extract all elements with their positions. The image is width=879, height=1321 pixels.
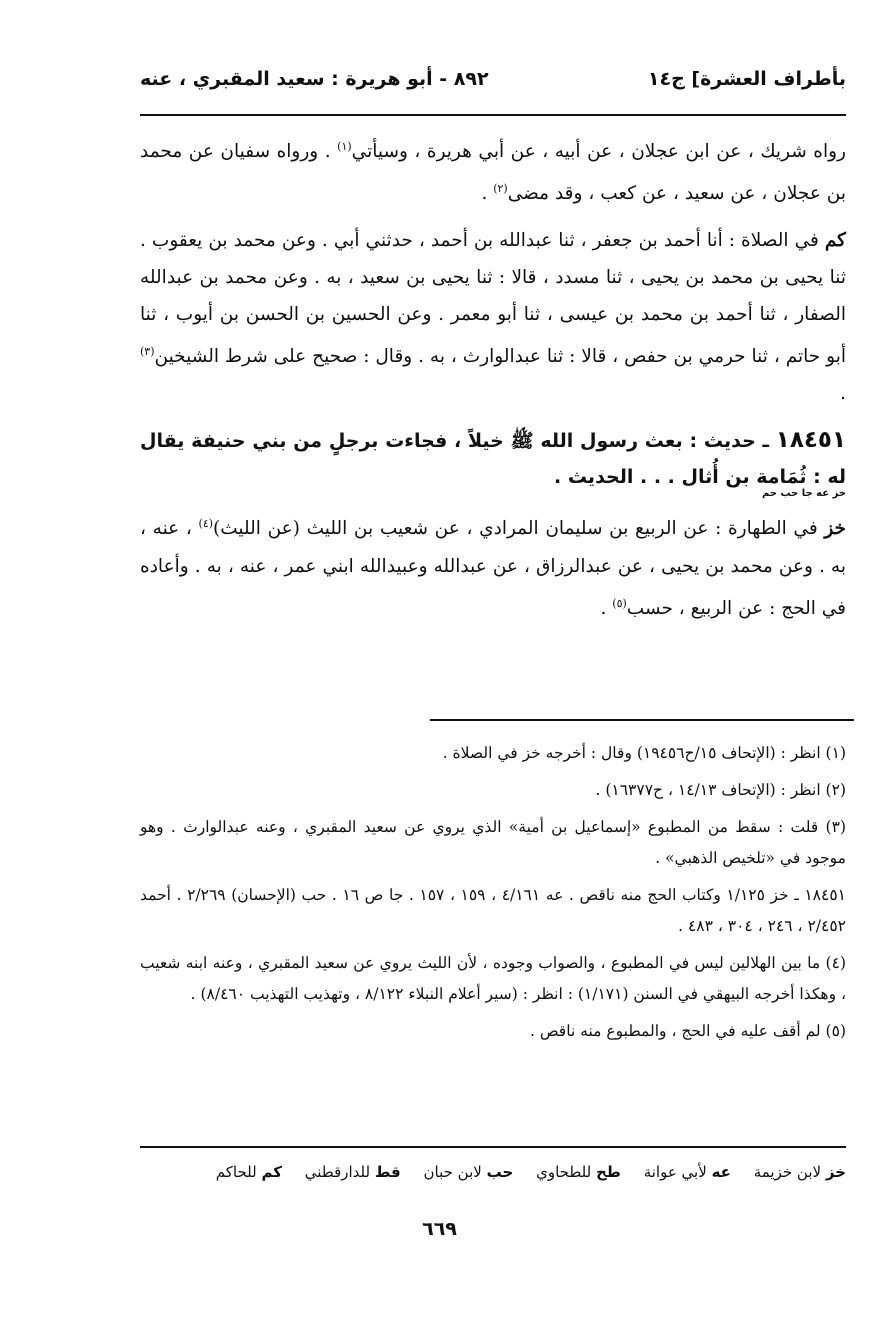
paragraph-3	[140, 505, 846, 626]
legend-item	[754, 1163, 846, 1181]
source-abbr-khz: خز	[824, 518, 846, 540]
header-rule	[140, 114, 846, 116]
paragraph-3-end: .	[600, 597, 613, 619]
hadith-entry	[140, 422, 846, 499]
footnote-5: (٥) لم أقف عليه في الحج ، والمطبوع منه ناقص .	[529, 1022, 846, 1040]
hadith-text: ـ حديث : بعث رسول الله ﷺ خيلاً ، فجاءت برجلٍ من بني حنيفة يقال له : ثُمَامة بن أُثال . . . الحديث .	[140, 430, 846, 489]
footnote-1: (١) انظر : (الإتحاف ١٥/ح١٩٤٥٦) وقال : أخرجه خز في الصلاة .	[442, 744, 846, 762]
legend-item	[305, 1163, 401, 1181]
legend-name: للحاكم	[215, 1163, 257, 1181]
paragraph-1-text: رواه شريك ، عن ابن عجلان ، عن أبيه ، عن أبي هريرة ، وسيأتي	[351, 141, 846, 163]
paragraph-3-text: في الطهارة : عن الربيع بن سليمان المرادي ، عن شعيب بن الليث (عن الليث)	[213, 518, 825, 540]
legend-abbr: عه	[711, 1163, 731, 1181]
legend-name: لابن خزيمة	[753, 1163, 822, 1181]
abbreviation-legend	[140, 1163, 846, 1181]
footnote-ref-2: (٢)	[493, 182, 508, 196]
footnote-ref-3: (٣)	[140, 345, 155, 359]
legend-name: لأبي عوانة	[643, 1163, 707, 1181]
footnote-ref-4: (٤)	[198, 517, 214, 531]
paragraph-2	[140, 222, 846, 412]
header-book-title: بأطراف العشرة] ج١٤	[647, 68, 846, 90]
footnote-ref-5: (٥)	[612, 596, 627, 610]
legend-abbr: قط	[374, 1163, 401, 1181]
legend-name: لابن حبان	[423, 1163, 482, 1181]
legend-abbr: طح	[595, 1163, 621, 1181]
footnote-3: (٣) قلت : سقط من المطبوع «إسماعيل بن أمية» الذي يروي عن سعيد المقبري ، وعنه عبدالوارث . وهو موجود في «تلخيص الذهبي» .	[140, 818, 846, 867]
paragraph-2-text: في الصلاة : أنا أحمد بن جعفر ، ثنا عبدالله بن أحمد ، حدثني أبي . وعن محمد بن يعقوب . ثنا يحيى بن محمد بن يحيى ، ثنا مسدد ، قالا : ثنا يحيى بن سعيد ، به . وعن محمد بن عبدالله الصفار ، ثنا أحمد بن محمد بن عيسى ، ثنا أبو معمر . وعن الحسين بن الحسن بن أيوب ، ثنا أبو حاتم ، ثنا حرمي بن حفص ، قالا : ثنا عبدالوارث ، به . وقال : صحيح على شرط الشيخين	[140, 230, 846, 368]
legend-item	[536, 1163, 621, 1181]
hadith-number: ١٨٤٥١	[775, 427, 846, 454]
main-text	[140, 128, 846, 637]
legend-item	[216, 1163, 282, 1181]
footnote-hadith-sources: ١٨٤٥١ ـ خز ١/١٢٥ وكتاب الحج منه ناقص . عه ٤/١٦١ ، ١٥٩ ، ١٥٧ . جا ص ١٦ . حب (الإحسان) ٢/٢٦٩ . أحمد ٢/٤٥٢ ، ٢٤٦ ، ٣٠٤ ، ٤٨٣ .	[140, 886, 846, 935]
paragraph-1-end: .	[481, 183, 494, 205]
paragraph-1	[140, 128, 846, 212]
hadith-source-symbols: خز عه جا حب حم	[761, 488, 846, 500]
footnote-separator	[430, 719, 854, 721]
footnote-2: (٢) انظر : (الإتحاف ١٤/١٣ ، ح١٦٣٧٧) .	[595, 781, 846, 799]
page-number: ٦٦٩	[422, 1218, 457, 1240]
paragraph-3-text-b: ، عنه ، به . وعن محمد بن يحيى ، عن عبدالرزاق ، عن عبدالله وعبيدالله ابني عمر ، عنه ، به . وأعاده في الحج : عن الربيع ، حسب	[140, 518, 846, 619]
footnote-ref-1: (١)	[337, 140, 352, 153]
footnote-4: (٤) ما بين الهلالين ليس في المطبوع ، والصواب وجوده ، لأن الليث يروي عن سعيد المقبري ، وعنه ابنه شعيب ، وهكذا أخرجه البيهقي في السنن (١/١٧١) : انظر : (سير أعلام النبلاء ٨/١٢٢ ، وتهذيب التهذيب ٨/٤٦٠) .	[140, 954, 846, 1003]
legend-name: للدارقطني	[304, 1163, 371, 1181]
footnotes	[140, 738, 846, 1053]
page-header	[140, 58, 846, 98]
legend-item	[424, 1163, 514, 1181]
legend-abbr: خز	[825, 1163, 846, 1181]
legend-item	[644, 1163, 731, 1181]
paragraph-1-text-b: . ورواه سفيان عن محمد بن عجلان ، عن سعيد ، عن كعب ، وقد مضى	[140, 141, 846, 205]
legend-abbr: حب	[486, 1163, 514, 1181]
paragraph-2-end: .	[840, 383, 846, 405]
header-chapter-title: ٨٩٢ - أبو هريرة : سعيد المقبري ، عنه	[140, 68, 489, 90]
legend-rule	[140, 1146, 846, 1148]
legend-abbr: كم	[261, 1163, 282, 1181]
source-abbr-kam: كم	[824, 230, 846, 252]
legend-name: للطحاوي	[536, 1163, 592, 1181]
